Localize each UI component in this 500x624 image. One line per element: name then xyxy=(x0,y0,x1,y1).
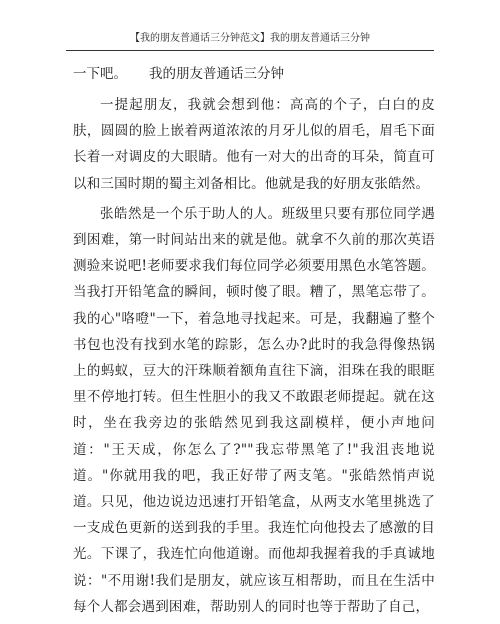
paragraph-intro: 一提起朋友，我就会想到他：高高的个子，白白的皮肤，圆圆的脸上嵌着两道浓浓的月牙儿似的眉毛，眉毛下面长着一对调皮的大眼睛。他有一对大的出奇的耳朵，简直可以和三国时期的蜀主刘备相比。他就是我的好朋友张皓然。 xyxy=(73,97,435,192)
document-body xyxy=(73,92,435,624)
title-line xyxy=(73,64,453,84)
document-title: 我的朋友普通话三分钟 xyxy=(149,66,284,82)
header-divider xyxy=(66,50,434,51)
previous-page-ending: 一下吧。 xyxy=(73,66,127,82)
page-header xyxy=(0,0,500,58)
header-title: 【我的朋友普通话三分钟范文】我的朋友普通话三分钟 xyxy=(130,33,370,44)
paragraph-story: 张皓然是一个乐于助人的人。班级里只要有那位同学遇到困难，第一时间站出来的就是他。就拿不久前的那次英语测验来说吧!老师要求我们每位同学必须要用黑色水笔答题。当我打开铅笔盒的瞬间，顿时傻了眼。糟了，黑笔忘带了。我的心"咯噔"一下，着急地寻找起来。可是，我翻遍了整个书包也没有找到水笔的踪影，怎么办?此时的我急得像热锅上的蚂蚁，豆大的汗珠顺着额角直往下滴，泪珠在我的眼眶里不停地打转。但生性胆小的我又不敢跟老师提起。就在这时，坐在我旁边的张皓然见到我这副模样，便小声地问道："王天成，你怎么了?""我忘带黑笔了!"我沮丧地说道。"你就用我的吧，我正好带了两支笔。"张皓然悄声说道。只见，他边说边迅速打开铅笔盒，从两支水笔里挑选了一支成色更新的送到我的手里。我连忙向他投去了感激的目光。下课了，我连忙向他道谢。而他却我握着我的手真诚地说："不用谢!我们是朋友，就应该互相帮助，而且在生活中每个人都会遇到困难，帮助别人的同时也等于帮助了自己， xyxy=(73,205,435,615)
